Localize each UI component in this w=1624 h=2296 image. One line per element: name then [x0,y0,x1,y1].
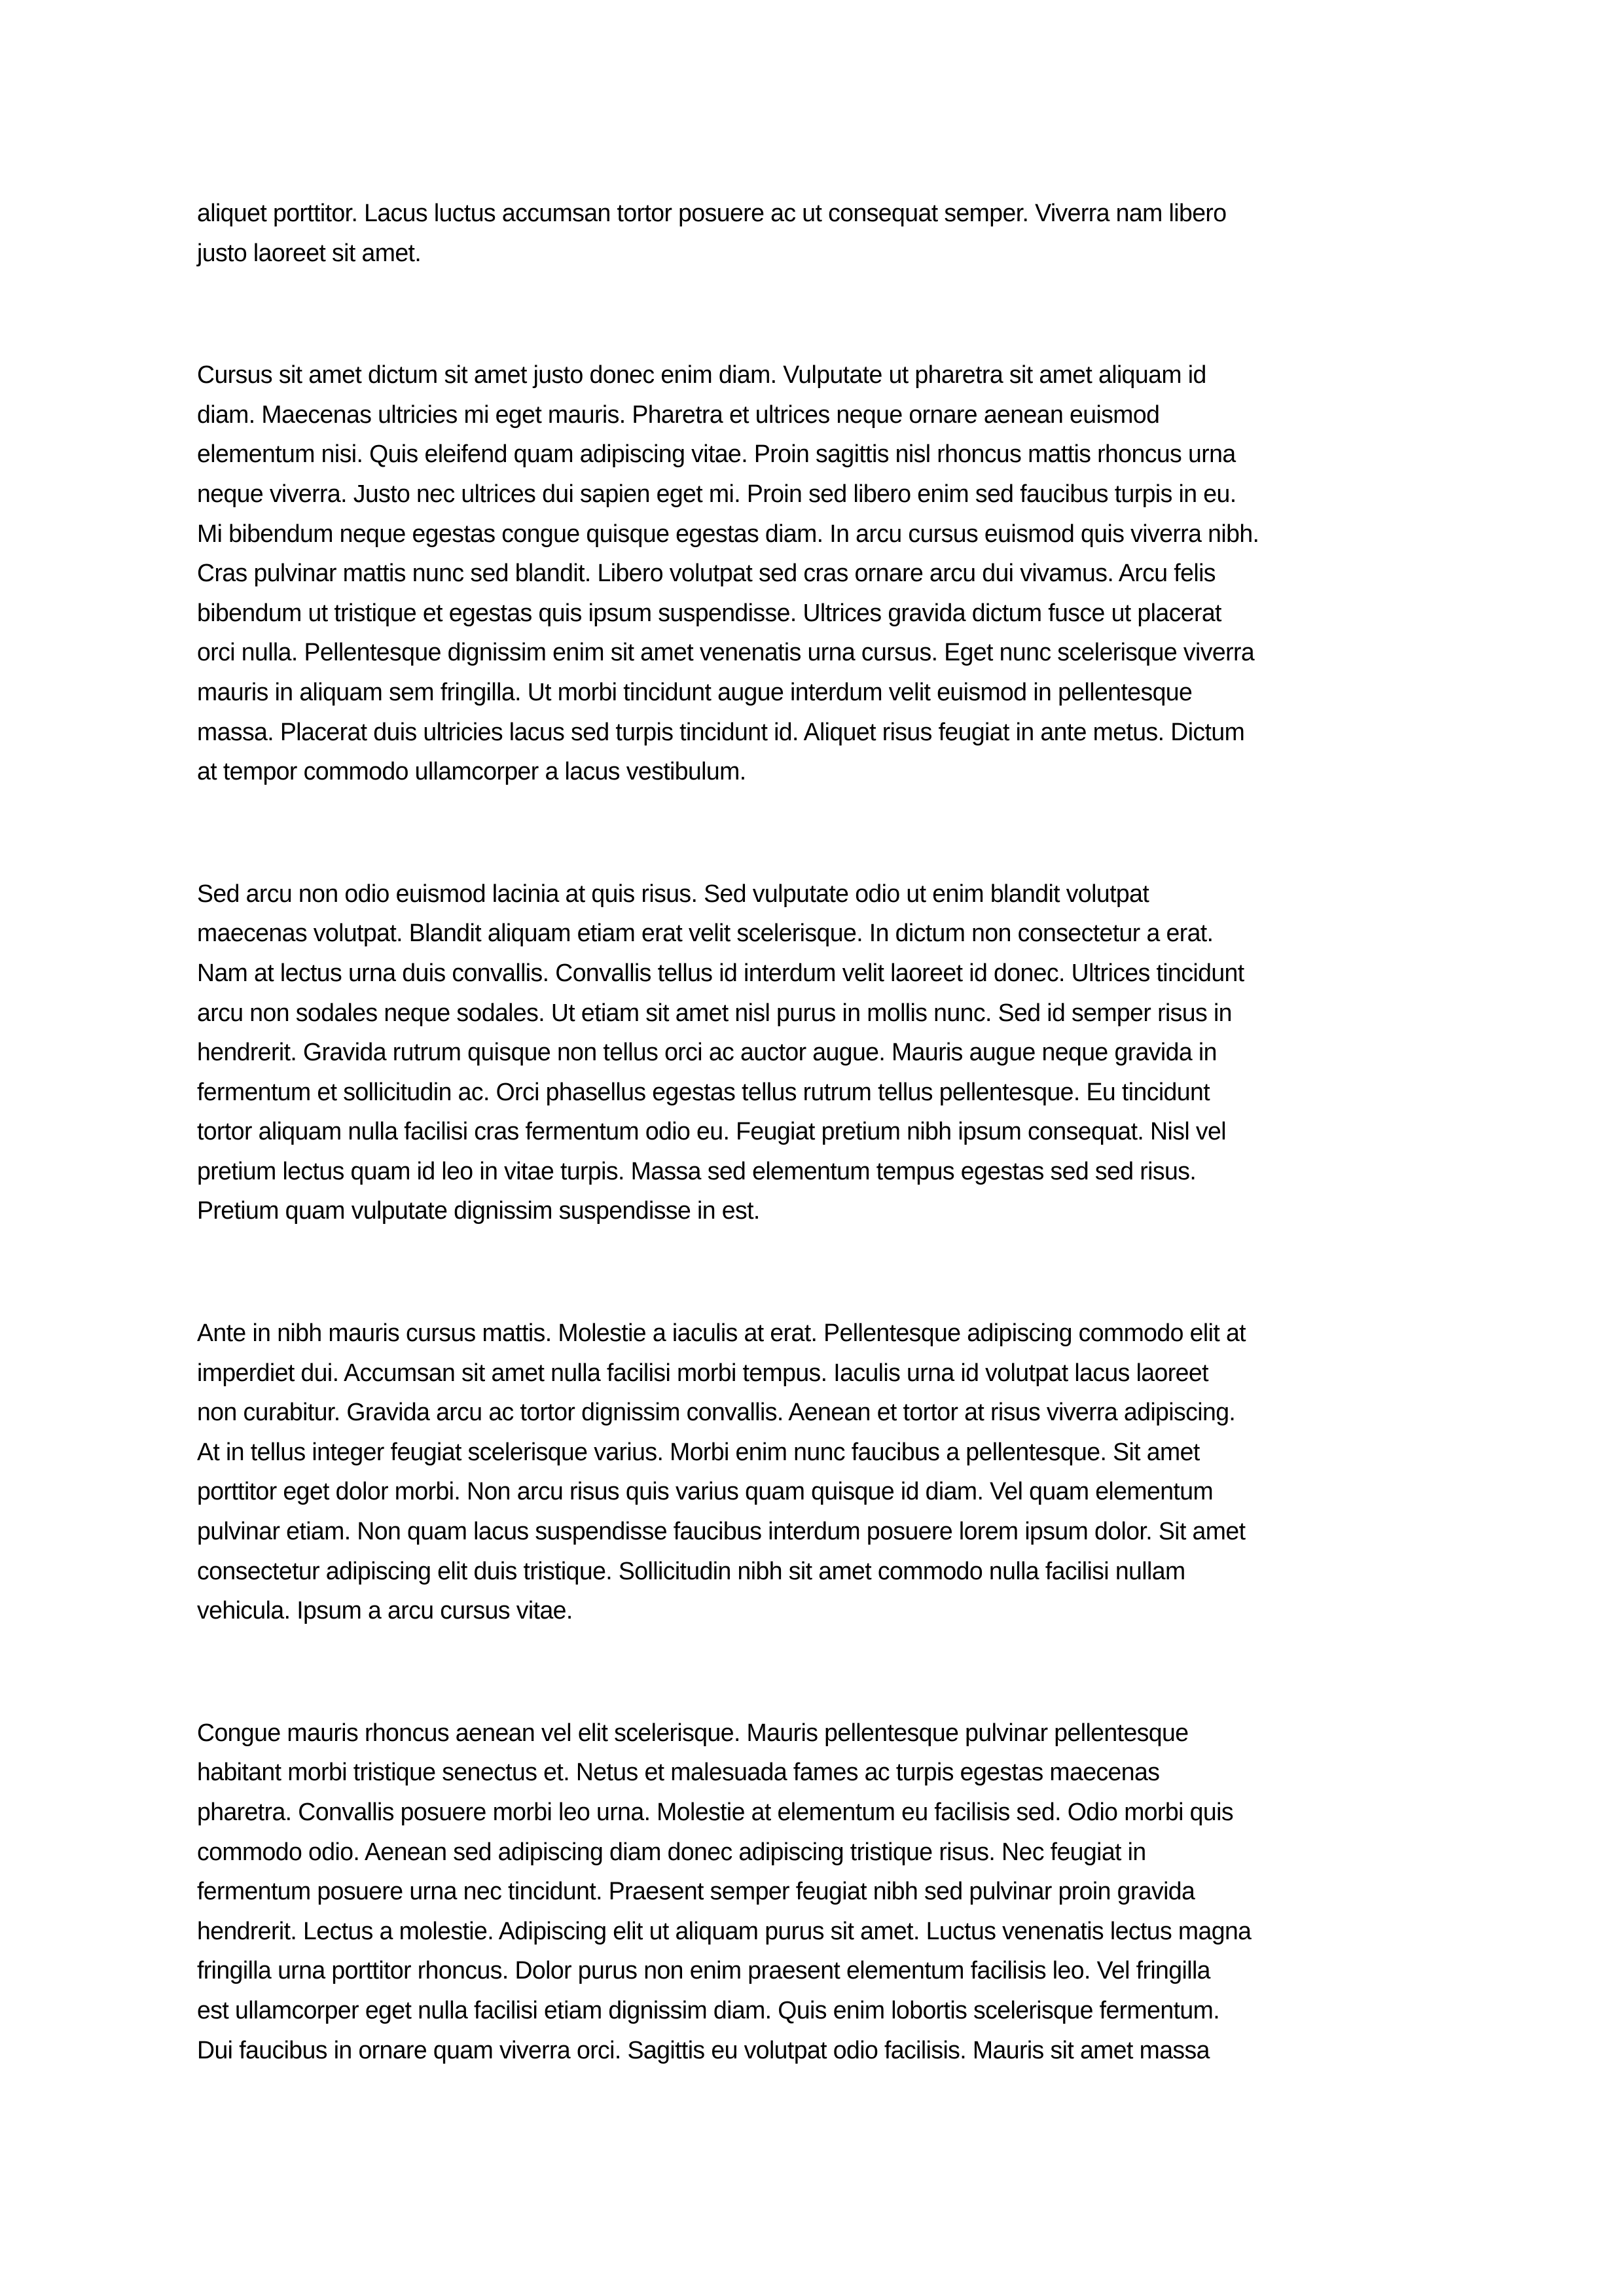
text-line: fermentum posuere urna nec tincidunt. Praesent semper feugiat nibh sed pulvinar proin gravida [197,1878,1195,1906]
text-line: justo laoreet sit amet. [197,239,422,267]
text-line: hendrerit. Lectus a molestie. Adipiscing elit ut aliquam purus sit amet. Luctus venenatis lectus magna [197,1917,1252,1945]
text-line: Nam at lectus urna duis convallis. Convallis tellus id interdum velit laoreet id donec. Ultrices tincidunt [197,959,1244,987]
paragraph-1 [197,194,1428,273]
paragraph-4 [197,1314,1428,1631]
text-line: neque viverra. Justo nec ultrices dui sapien eget mi. Proin sed libero enim sed faucibus turpis in eu. [197,480,1236,508]
text-line: Pretium quam vulputate dignissim suspendisse in est. [197,1197,760,1225]
text-line: Congue mauris rhoncus aenean vel elit scelerisque. Mauris pellentesque pulvinar pellentesque [197,1719,1189,1747]
paragraph-2 [197,355,1428,792]
text-line: est ullamcorper eget nulla facilisi etiam dignissim diam. Quis enim lobortis scelerisque fermentum. [197,1996,1220,2024]
text-line: fermentum et sollicitudin ac. Orci phasellus egestas tellus rutrum tellus pellentesque. Eu tincidunt [197,1078,1210,1106]
text-line: consectetur adipiscing elit duis tristique. Sollicitudin nibh sit amet commodo nulla facilisi nullam [197,1557,1185,1585]
text-line: imperdiet dui. Accumsan sit amet nulla facilisi morbi tempus. Iaculis urna id volutpat lacus laoreet [197,1359,1208,1387]
text-line: massa. Placerat duis ultricies lacus sed turpis tincidunt id. Aliquet risus feugiat in ante metus. Dictum [197,718,1245,746]
text-line: bibendum ut tristique et egestas quis ipsum suspendisse. Ultrices gravida dictum fusce ut placerat [197,599,1221,627]
text-line: Sed arcu non odio euismod lacinia at quis risus. Sed vulputate odio ut enim blandit volutpat [197,880,1149,908]
text-line: pharetra. Convallis posuere morbi leo urna. Molestie at elementum eu facilisis sed. Odio morbi quis [197,1799,1233,1826]
text-line: pulvinar etiam. Non quam lacus suspendisse faucibus interdum posuere lorem ipsum dolor. Sit amet [197,1518,1246,1546]
text-line: porttitor eget dolor morbi. Non arcu risus quis varius quam quisque id diam. Vel quam elementum [197,1478,1214,1506]
text-line: habitant morbi tristique senectus et. Netus et malesuada fames ac turpis egestas maecenas [197,1759,1160,1787]
text-line: at tempor commodo ullamcorper a lacus vestibulum. [197,758,746,786]
text-line: arcu non sodales neque sodales. Ut etiam sit amet nisl purus in mollis nunc. Sed id semper risus in [197,999,1232,1027]
text-line: At in tellus integer feugiat scelerisque varius. Morbi enim nunc faucibus a pellentesque. Sit amet [197,1438,1200,1466]
text-line: Dui faucibus in ornare quam viverra orci. Sagittis eu volutpat odio facilisis. Mauris sit amet massa [197,2036,1210,2064]
text-line: commodo odio. Aenean sed adipiscing diam donec adipiscing tristique risus. Nec feugiat in [197,1838,1146,1866]
text-line: Ante in nibh mauris cursus mattis. Molestie a iaculis at erat. Pellentesque adipiscing commodo elit at [197,1319,1246,1348]
text-line: fringilla urna porttitor rhoncus. Dolor purus non enim praesent elementum facilisis leo. Vel fringilla [197,1957,1210,1985]
text-line: Mi bibendum neque egestas congue quisque egestas diam. In arcu cursus euismod quis viverra nibh. [197,520,1259,548]
text-line: elementum nisi. Quis eleifend quam adipiscing vitae. Proin sagittis nisl rhoncus mattis rhoncus urna [197,440,1236,469]
text-line: orci nulla. Pellentesque dignissim enim sit amet venenatis urna cursus. Eget nunc scelerisque viverra [197,639,1255,667]
text-line: maecenas volutpat. Blandit aliquam etiam erat velit scelerisque. In dictum non consectetur a erat. [197,920,1214,948]
text-line: non curabitur. Gravida arcu ac tortor dignissim convallis. Aenean et tortor at risus viverra adipiscing. [197,1399,1236,1427]
text-line: vehicula. Ipsum a arcu cursus vitae. [197,1597,573,1625]
text-line: Cras pulvinar mattis nunc sed blandit. Libero volutpat sed cras ornare arcu dui vivamus. Arcu felis [197,560,1216,588]
text-line: Cursus sit amet dictum sit amet justo donec enim diam. Vulputate ut pharetra sit amet aliquam id [197,361,1206,389]
text-line: mauris in aliquam sem fringilla. Ut morbi tincidunt augue interdum velit euismod in pellentesque [197,678,1193,706]
text-line: aliquet porttitor. Lacus luctus accumsan tortor posuere ac ut consequat semper. Viverra nam libero [197,200,1227,227]
text-line: hendrerit. Gravida rutrum quisque non tellus orci ac auctor augue. Mauris augue neque gravida in [197,1039,1217,1067]
document-body [197,194,1428,2153]
paragraph-3 [197,874,1428,1231]
paragraph-5 [197,1713,1428,2070]
text-line: pretium lectus quam id leo in vitae turpis. Massa sed elementum tempus egestas sed sed risus. [197,1157,1197,1185]
text-line: tortor aliquam nulla facilisi cras fermentum odio eu. Feugiat pretium nibh ipsum consequat. Nisl vel [197,1118,1226,1146]
text-line: diam. Maecenas ultricies mi eget mauris. Pharetra et ultrices neque ornare aenean euismod [197,401,1160,429]
